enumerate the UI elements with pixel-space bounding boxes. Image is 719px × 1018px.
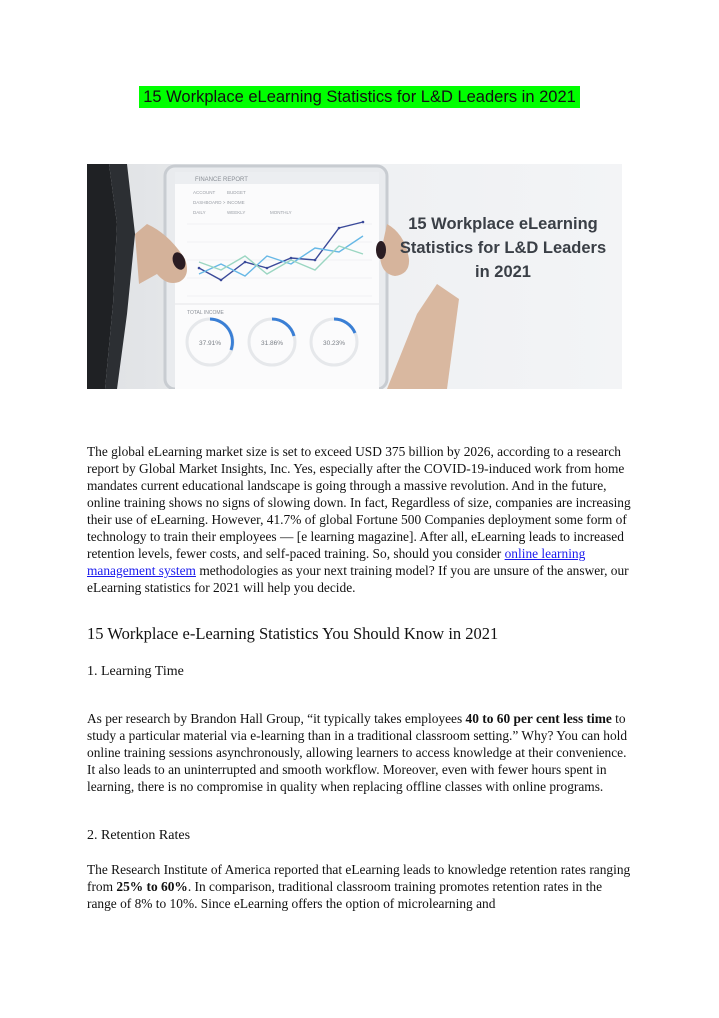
- intro-text-after: methodologies as your next training model? If you are unsure of the answer, our eLearning statistics for 2021 will help you decide.: [87, 563, 629, 595]
- tablet-row1a: ACCOUNT: [193, 190, 216, 195]
- stat-2-text-after: . In comparison, traditional classroom training promotes retention rates in the range of 8% to 10%. Since eLearning offers the option of microlearning and: [87, 879, 603, 911]
- tablet-tab-weekly: WEEKLY: [227, 210, 246, 215]
- stat-1-highlight: 40 to 60 per cent less time: [465, 711, 612, 726]
- stat-1-paragraph: [87, 710, 632, 795]
- intro-paragraph: [87, 443, 632, 596]
- tablet-row2: DASHBOARD > INCOME: [193, 200, 245, 205]
- hero-headline: [387, 212, 619, 284]
- gauge-2-label: 31.86%: [260, 340, 284, 347]
- section-heading: 15 Workplace e-Learning Statistics You Should Know in 2021: [87, 624, 499, 643]
- stat-2-text: The Research Institute of America reported that eLearning leads to knowledge retention rates ranging from: [87, 862, 631, 894]
- hero-headline-line3: in 2021: [475, 263, 531, 281]
- tablet-total-income: TOTAL INCOME: [187, 310, 224, 316]
- stat-2-heading: 2. Retention Rates: [87, 828, 191, 843]
- tablet-header: FINANCE REPORT: [195, 177, 248, 183]
- stat-2-paragraph: [87, 861, 632, 912]
- stat-1-heading: 1. Learning Time: [87, 664, 184, 679]
- document-title: 15 Workplace eLearning Statistics for L&D Leaders in 2021: [139, 86, 580, 108]
- tablet-row1b: BUDGET: [227, 190, 246, 195]
- hero-headline-line2: Statistics for L&D Leaders: [399, 239, 607, 257]
- hero-headline-line1: 15 Workplace eLearning: [408, 215, 598, 233]
- gauge-3-label: 30.23%: [322, 340, 346, 347]
- stat-1-text: As per research by Brandon Hall Group, “it typically takes employees: [87, 711, 466, 726]
- hero-image: [87, 164, 622, 389]
- stat-2-highlight: 25% to 60%: [116, 879, 188, 894]
- tablet-tab-monthly: MONTHLY: [270, 210, 292, 215]
- gauge-1-label: 37.91%: [198, 340, 222, 347]
- lms-link[interactable]: online learning management system: [87, 546, 586, 578]
- intro-text: The global eLearning market size is set to exceed USD 375 billion by 2026, according to a research report by Global Market Insights, Inc. Yes, especially after the COVID-19-induced work from home mandates current educational landscape is going through a massive revolution. And in the future, online training shows no signs of slowing down. In fact, Regardless of size, companies are increasing their use of eLearning. However, 41.7% of global Fortune 500 Companies deployment some form of technology to train their employees — [e learning magazine]. After all, eLearning leads to increased retention levels, fewer costs, and self-paced training. So, should you consider: [87, 444, 631, 561]
- tablet-tab-daily: DAILY: [193, 210, 206, 215]
- document-title-wrap: [0, 86, 719, 108]
- stat-1-text-after: to study a particular material via e-learning than in a traditional classroom setting.” Why? You can hold online training sessions asynchronously, allowing learners to access knowledge at their convenience. It also leads to an uninterrupted and smooth workflow. Moreover, even with fewer hours spent in learning, there is no compromise in quality when replacing offline classes with online programs.: [87, 711, 628, 794]
